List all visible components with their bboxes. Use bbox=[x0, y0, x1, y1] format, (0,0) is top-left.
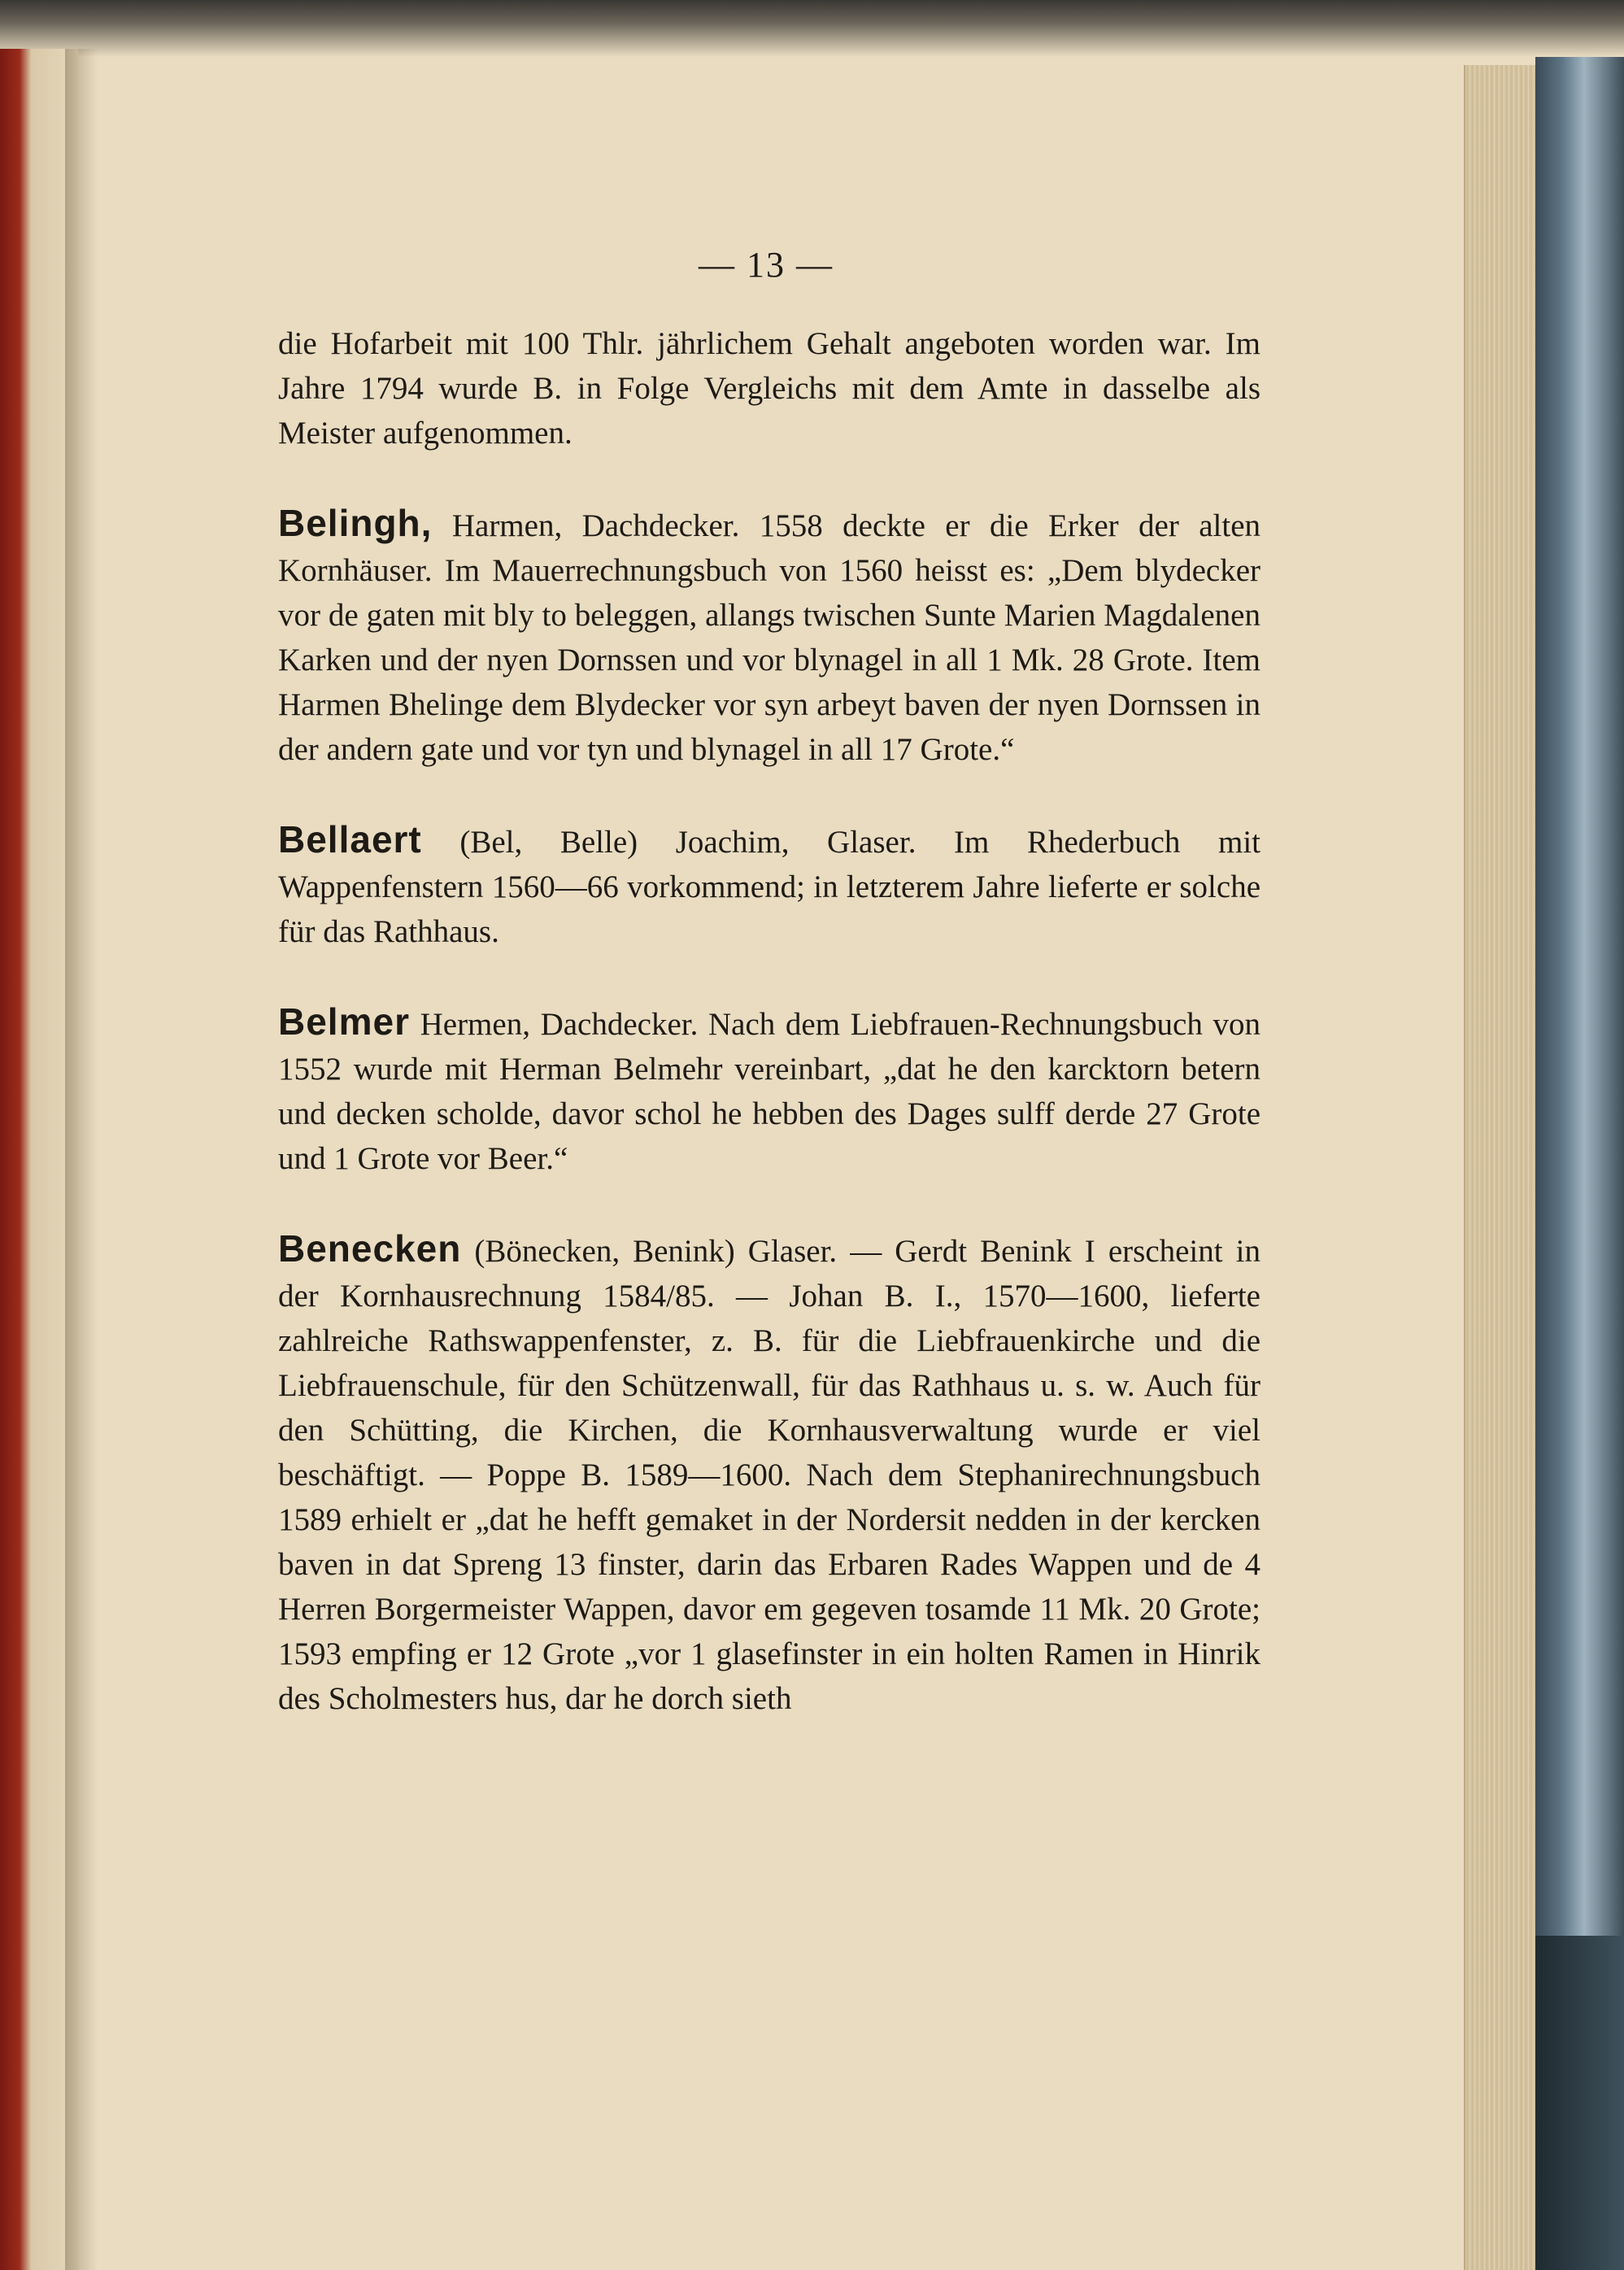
entry-bellaert bbox=[278, 817, 1260, 954]
entry-heading: Belingh, bbox=[278, 502, 433, 544]
entry-text: (Bönecken, Benink) Glaser. — Gerdt Benink I erscheint in der Kornhausrechnung 1584/85. — Johan B. I., 1570—1600, lieferte zahlreiche Rathswappenfenster, z. B. für die Liebfrauenkirche und die Liebfrauenschule, für den Schützenwall, für das Rathhaus u. s. w. Auch für den Schütting, die Kirchen, die Kornhausverwaltung wurde er viel beschäftigt. — Poppe B. 1589—1600. Nach dem Stephanirechnungsbuch 1589 erhielt er „dat he hefft gemaket in der Nordersit nedden in der kercken baven in dat Spreng 13 finster, darin das Erbaren Rades Wappen und de 4 Herren Borgermeister Wappen, davor em gegeven tosamde 11 Mk. 20 Grote; 1593 empfing er 12 Grote „vor 1 glasefinster in ein holten Ramen in Hinrik des Scholmesters hus, dar he dorch sieth bbox=[278, 1234, 1260, 1716]
entry-belmer bbox=[278, 1000, 1260, 1181]
page-stack-edge bbox=[1464, 65, 1539, 2270]
text-block bbox=[278, 244, 1260, 1721]
entry-benecken bbox=[278, 1226, 1260, 1721]
entry-heading: Belmer bbox=[278, 1000, 410, 1043]
entry-text: Harmen, Dachdecker. 1558 deckte er die Erker der alten Kornhäuser. Im Mauerrechnungsbuch von 1560 heisst es: „Dem blydecker vor de gaten mit bly to beleggen, allangs twischen Sunte Marien Magdalenen Karken und der nyen Dornssen und vor blynagel in all 1 Mk. 28 Grote. Item Harmen Bhelinge dem Blydecker vor syn arbeyt baven der nyen Dornssen in der andern gate und vor tyn und blynagel in all 17 Grote.“ bbox=[278, 508, 1260, 767]
entry-text: (Bel, Belle) Joachim, Glaser. Im Rhederbuch mit Wappenfenstern 1560—66 vorkommend; in letzterem Jahre lieferte er solche für das Rathhaus. bbox=[278, 825, 1260, 949]
gutter-shadow bbox=[65, 49, 98, 2270]
top-edge-shadow bbox=[0, 0, 1624, 57]
entry-text: Hermen, Dachdecker. Nach dem Liebfrauen-Rechnungsbuch von 1552 wurde mit Herman Belmehr vereinbart, „dat he den karcktorn betern und decken scholde, davor schol he hebben des Dages sulff derde 27 Grote und 1 Grote vor Beer.“ bbox=[278, 1007, 1260, 1176]
book-cover-corner bbox=[1535, 1936, 1624, 2270]
intro-paragraph: die Hofarbeit mit 100 Thlr. jährlichem Gehalt angeboten worden war. Im Jahre 1794 wurde B. in Folge Vergleichs mit dem Amte in dasselbe als Meister aufgenommen. bbox=[278, 326, 1260, 451]
entry-heading: Benecken bbox=[278, 1227, 462, 1270]
entry-heading: Bellaert bbox=[278, 818, 422, 861]
entry-belingh bbox=[278, 501, 1260, 772]
page-number: — 13 — bbox=[699, 245, 834, 285]
